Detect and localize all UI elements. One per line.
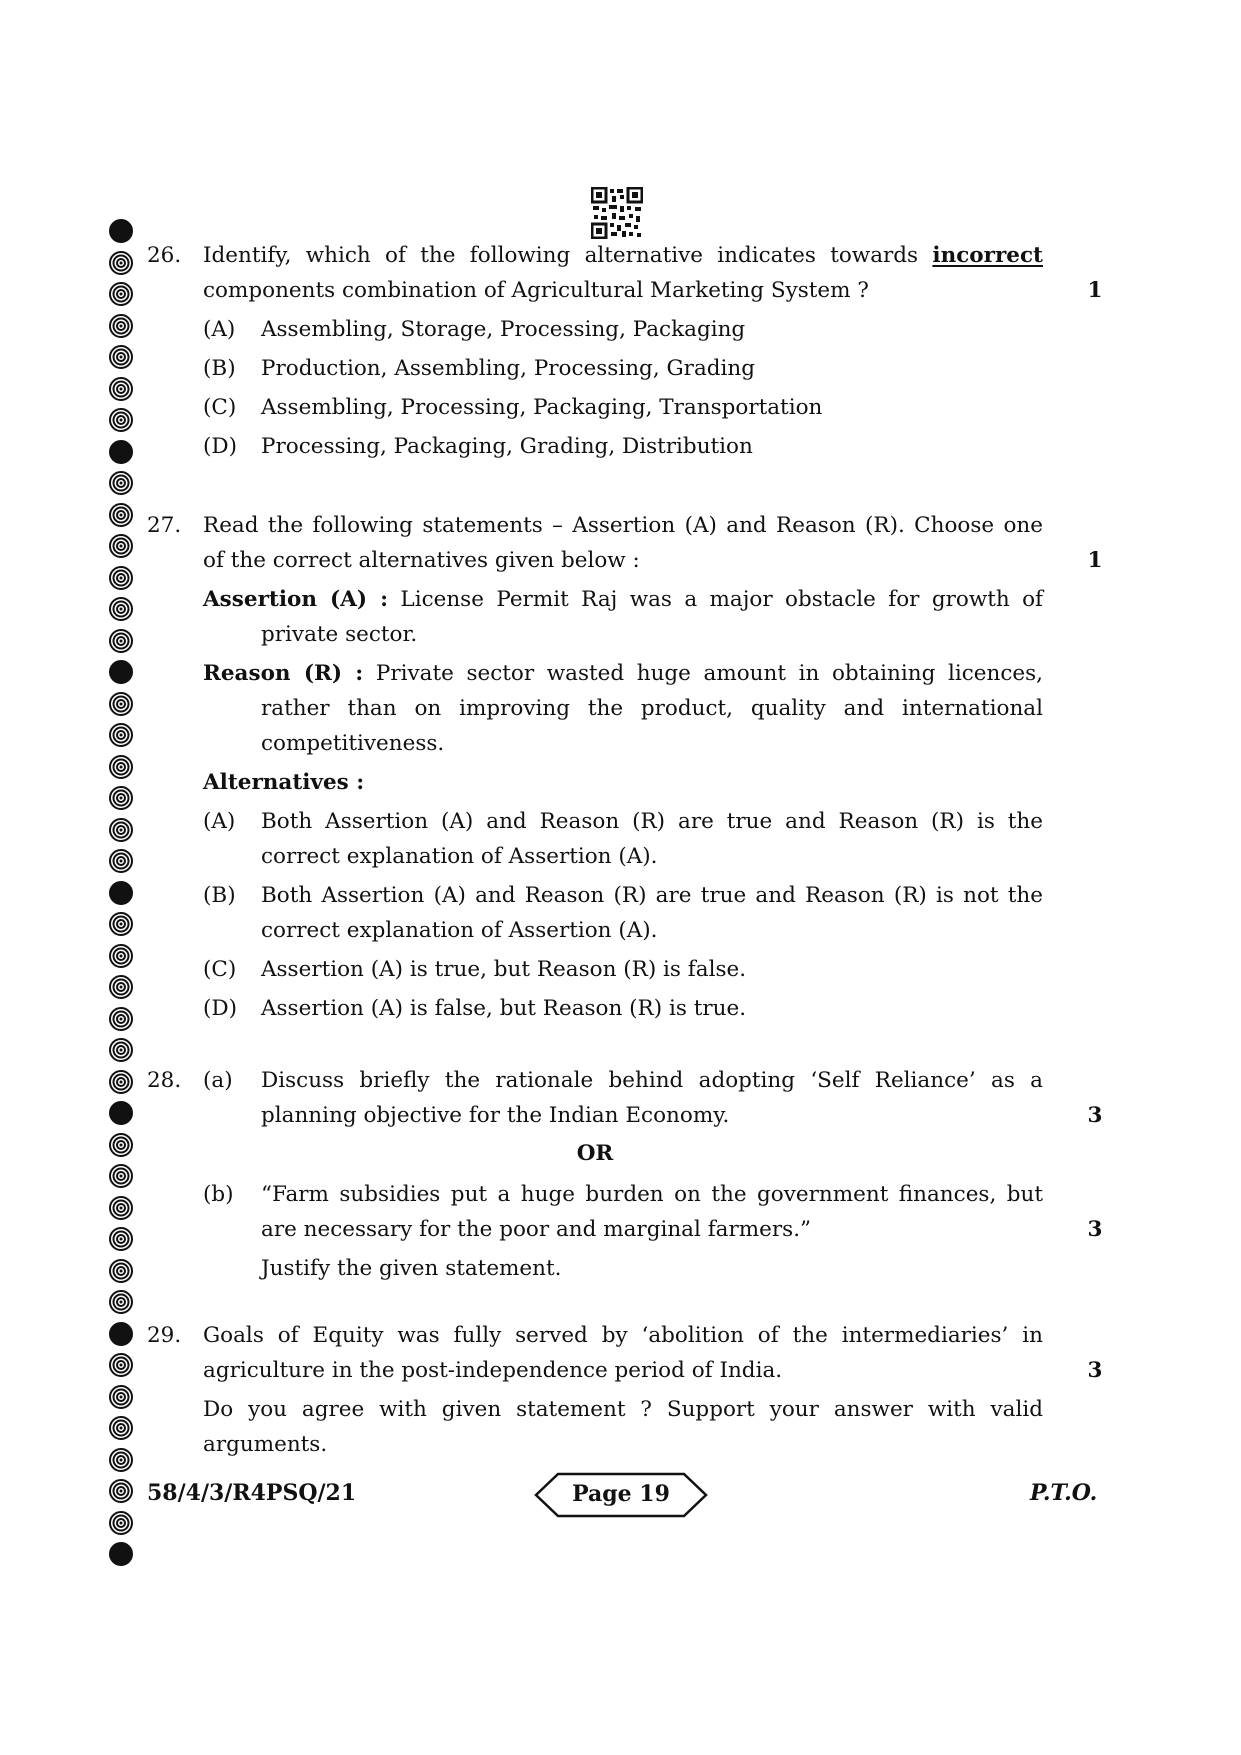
assertion-text: License Permit Raj was a major obstacle for growth of <box>400 587 1043 612</box>
bullseye-icon <box>108 754 134 780</box>
bullseye-icon <box>108 911 134 937</box>
bullseye-icon <box>108 407 134 433</box>
bullseye-icon <box>108 470 134 496</box>
reason-label: Reason (R) : <box>203 661 364 686</box>
bullseye-icon <box>108 250 134 276</box>
bullseye-icon <box>108 1510 134 1536</box>
question-text-line: Read the following statements – Assertion (A) and Reason (R). Choose one <box>203 513 1043 538</box>
reason-text: competitiveness. <box>261 731 445 756</box>
bullseye-icon <box>108 785 134 811</box>
option-label: (A) <box>203 809 236 834</box>
bullseye-icon <box>108 722 134 748</box>
question-text-line: arguments. <box>203 1432 328 1457</box>
question-number: 26. <box>147 243 182 268</box>
reason-text: Private sector wasted huge amount in obtaining licences, <box>375 661 1043 686</box>
emphasis-word: incorrect <box>932 243 1043 268</box>
solid-dot-icon <box>108 218 134 244</box>
option-label: (C) <box>203 395 237 420</box>
question-text-line: of the correct alternatives given below : <box>203 548 640 573</box>
assertion-line <box>203 582 1043 617</box>
assertion-label: Assertion (A) : <box>203 587 389 612</box>
bullseye-icon <box>108 1415 134 1441</box>
question-number: 28. <box>147 1068 182 1093</box>
part-label: (b) <box>203 1182 234 1207</box>
bullseye-icon <box>108 1352 134 1378</box>
option-text: correct explanation of Assertion (A). <box>261 844 658 869</box>
marks: 1 <box>1087 278 1103 303</box>
marks: 3 <box>1087 1358 1103 1383</box>
bullseye-icon <box>108 533 134 559</box>
bullseye-icon <box>108 1447 134 1473</box>
bullseye-icon <box>108 376 134 402</box>
option-label: (B) <box>203 883 236 908</box>
alternatives-heading: Alternatives : <box>203 770 365 795</box>
part-text: Discuss briefly the rationale behind adopting ‘Self Reliance’ as a <box>261 1068 1043 1093</box>
solid-dot-icon <box>108 1321 134 1347</box>
option-text: Assertion (A) is true, but Reason (R) is false. <box>261 957 747 982</box>
solid-dot-icon <box>108 1541 134 1567</box>
part-text: “Farm subsidies put a huge burden on the government finances, but <box>261 1182 1043 1207</box>
bullseye-icon <box>108 1478 134 1504</box>
page-number: Page 19 <box>572 1481 670 1507</box>
paper-code: 58/4/3/R4PSQ/21 <box>147 1480 357 1506</box>
bullseye-icon <box>108 1037 134 1063</box>
question-text-line: agriculture in the post-independence period of India. <box>203 1358 783 1383</box>
option-text: Production, Assembling, Processing, Grading <box>261 356 756 381</box>
marks: 1 <box>1087 548 1103 573</box>
part-text: are necessary for the poor and marginal farmers.” <box>261 1217 812 1242</box>
question-text-line <box>203 238 1043 273</box>
bullseye-icon <box>108 281 134 307</box>
bullseye-icon <box>108 1258 134 1284</box>
reason-text: rather than on improving the product, quality and international <box>261 696 1043 721</box>
bullseye-icon <box>108 1195 134 1221</box>
bullseye-icon <box>108 943 134 969</box>
margin-bullseye-column <box>108 218 138 1573</box>
bullseye-icon <box>108 1006 134 1032</box>
solid-dot-icon <box>108 439 134 465</box>
bullseye-icon <box>108 344 134 370</box>
option-text: correct explanation of Assertion (A). <box>261 918 658 943</box>
bullseye-icon <box>108 1289 134 1315</box>
pto-label: P.T.O. <box>1030 1480 1098 1506</box>
option-text: Both Assertion (A) and Reason (R) are true and Reason (R) is the <box>261 809 1043 834</box>
bullseye-icon <box>108 1163 134 1189</box>
question-number: 29. <box>147 1323 182 1348</box>
option-text: Assembling, Processing, Packaging, Transportation <box>261 395 823 420</box>
or-separator: OR <box>576 1141 614 1166</box>
option-label: (B) <box>203 356 236 381</box>
part-text: planning objective for the Indian Economy. <box>261 1103 730 1128</box>
bullseye-icon <box>108 565 134 591</box>
question-text-line: components combination of Agricultural Marketing System ? <box>203 278 869 303</box>
bullseye-icon <box>108 1384 134 1410</box>
marks: 3 <box>1087 1103 1103 1128</box>
question-text-line: Goals of Equity was fully served by ‘abolition of the intermediaries’ in <box>203 1323 1043 1348</box>
option-label: (A) <box>203 317 236 342</box>
qr-code <box>591 187 643 239</box>
bullseye-icon <box>108 313 134 339</box>
option-text: Assertion (A) is false, but Reason (R) is true. <box>261 996 747 1021</box>
option-text: Both Assertion (A) and Reason (R) are true and Reason (R) is not the <box>261 883 1043 908</box>
option-text: Processing, Packaging, Grading, Distribution <box>261 434 753 459</box>
solid-dot-icon <box>108 659 134 685</box>
bullseye-icon <box>108 817 134 843</box>
bullseye-icon <box>108 691 134 717</box>
question-text: Identify, which of the following alternative indicates towards <box>203 243 919 268</box>
solid-dot-icon <box>108 1100 134 1126</box>
bullseye-icon <box>108 1132 134 1158</box>
reason-line <box>203 656 1043 691</box>
bullseye-icon <box>108 596 134 622</box>
bullseye-icon <box>108 974 134 1000</box>
bullseye-icon <box>108 628 134 654</box>
question-text-line: Do you agree with given statement ? Support your answer with valid <box>203 1397 1043 1422</box>
question-number: 27. <box>147 513 182 538</box>
bullseye-icon <box>108 1226 134 1252</box>
option-label: (D) <box>203 434 238 459</box>
option-text: Assembling, Storage, Processing, Packaging <box>261 317 746 342</box>
option-label: (C) <box>203 957 237 982</box>
part-label: (a) <box>203 1068 233 1093</box>
part-text: Justify the given statement. <box>261 1256 562 1281</box>
bullseye-icon <box>108 502 134 528</box>
bullseye-icon <box>108 1069 134 1095</box>
option-label: (D) <box>203 996 238 1021</box>
bullseye-icon <box>108 848 134 874</box>
assertion-text: private sector. <box>261 622 418 647</box>
marks: 3 <box>1087 1217 1103 1242</box>
solid-dot-icon <box>108 880 134 906</box>
